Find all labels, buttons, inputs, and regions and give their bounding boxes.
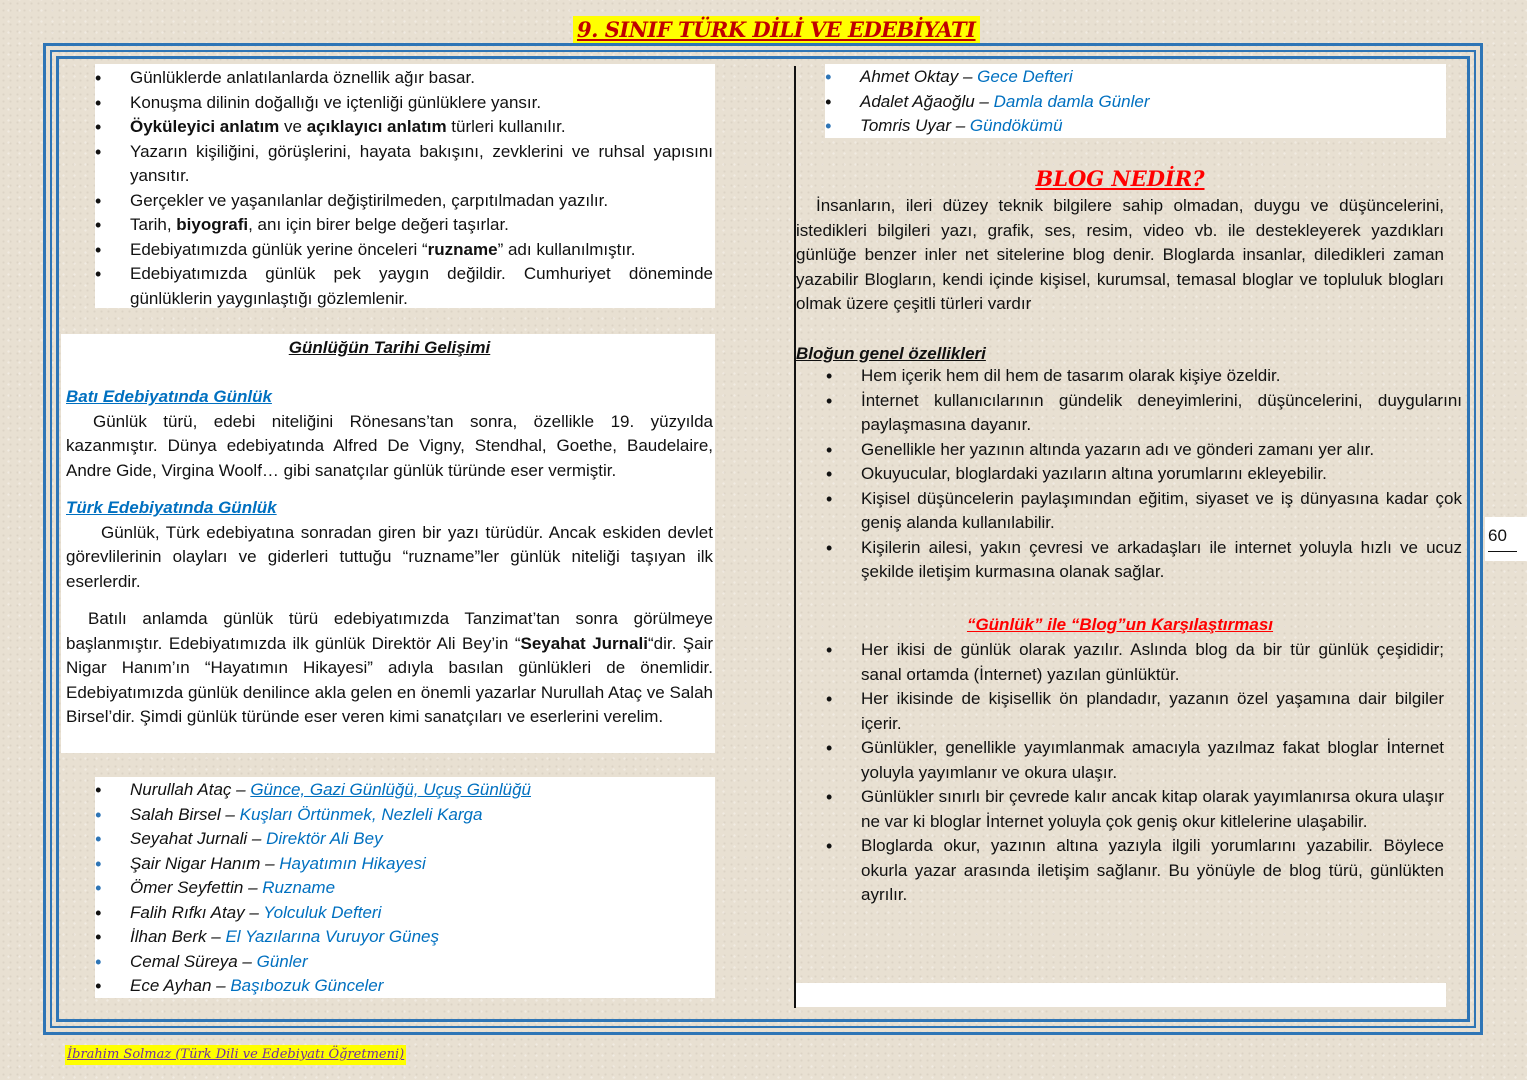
- turkish-literature-title: Türk Edebiyatında Günlük: [66, 498, 277, 517]
- text-fragment: biyografi: [176, 215, 249, 234]
- work-item: [95, 827, 713, 852]
- diary-works-continued-list: [825, 65, 1444, 139]
- text-fragment: “dir. Şair Nigar Hanım’ın “Hayatımın Hikayesi” adıyla basılan günlükleri de önemlidir. Edebiyatımızda günlük denilince akla gelen en önemli yazarlar Nurullah Ataç ve Salah Birsel’dir. Şimdi günlük türünde eser veren kimi sanatçıları ve eserlerini verelim.: [66, 633, 714, 726]
- diary-works-list: [95, 778, 713, 999]
- text-fragment: ve: [279, 117, 307, 136]
- blog-features-title: Bloğun genel özellikleri: [796, 343, 986, 363]
- text-fragment: Gündökümü: [969, 116, 1063, 135]
- text-fragment: , anı için birer belge değeri taşırlar.: [248, 215, 509, 234]
- diary-works-box: [95, 777, 715, 998]
- work-item: [825, 114, 1444, 139]
- text-fragment: Konuşma dilinin doğallığı ve içtenliği günlüklere yansır.: [130, 92, 542, 112]
- text-fragment: Edebiyatımızda günlük pek yaygın değildir. Cumhuriyet döneminde günlüklerin yaygınlaştığı gözlemlenir.: [130, 264, 713, 308]
- blog-feature-item: • Kişilerin ailesi, yakın çevresi ve arkadaşları ile internet yoluyla hızlı ve ucuz şekilde iletişim kurmasına olanak sağlar.: [826, 536, 1462, 585]
- text-fragment: Gerçekler ve yaşanılanlar değiştirilmeden, çarpıtılmadan yazılır.: [130, 190, 609, 210]
- right-bottom-strip: [796, 983, 1446, 1007]
- text-fragment: Ruzname: [262, 878, 336, 897]
- text-fragment: Günlüklerde anlatılanlarda öznellik ağır basar.: [130, 68, 475, 87]
- diary-feature-item: [95, 91, 713, 116]
- text-fragment: açıklayıcı anlatım: [306, 117, 447, 136]
- text-fragment: Batılı anlamda günlük türü edebiyatımızda Tanzimat’tan sonra görülmeye başlanmıştır. Edebiyatımızda ilk günlük Direktör Ali Bey’in “: [66, 609, 713, 653]
- text-fragment: ” adı kullanılmıştır.: [497, 239, 636, 259]
- work-item: [95, 950, 713, 975]
- text-fragment: Öyküleyici anlatım: [130, 117, 280, 136]
- text-fragment: Ece Ayhan –: [130, 976, 231, 995]
- work-item: [95, 803, 713, 828]
- text-fragment: Cemal Süreya –: [130, 951, 257, 971]
- text-fragment: Ahmet Oktay –: [860, 67, 978, 86]
- west-literature-title: Batı Edebiyatında Günlük: [66, 387, 272, 406]
- turkish-literature-text: Günlük, Türk edebiyatına sonradan giren bir yazı türüdür. Ancak eskiden devlet görevlilerinin olayları ve giderleri tuttuğu “ruzname”ler günlük niteliği taşıyan ilk eserlerdir.: [66, 522, 713, 591]
- diary-feature-item: [95, 213, 713, 238]
- blog-features: [826, 364, 1462, 585]
- work-item: [95, 852, 713, 877]
- blog-feature-item: • Kişisel düşüncelerin paylaşımından eğitim, siyaset ve iş dünyasına kadar çok geniş alanda kullanılabilir.: [826, 487, 1462, 536]
- diary-feature-item: [95, 115, 713, 140]
- blog-feature-item: • Hem içerik hem dil hem de tasarım olarak kişiye özeldir.: [826, 364, 1462, 389]
- text-fragment: Falih Rıfkı Atay –: [130, 902, 264, 922]
- footer-author: İbrahim Solmaz (Türk Dili ve Edebiyatı Öğretmeni): [65, 1045, 406, 1065]
- text-fragment: Ömer Seyfettin –: [130, 878, 263, 897]
- text-fragment: Tomris Uyar –: [860, 116, 970, 135]
- diary-feature-item: [95, 262, 713, 311]
- comparison-item: • Her ikisinde de kişisellik ön plandadır, yazanın özel yaşamına dair bilgiler içerir.: [826, 687, 1444, 736]
- text-fragment: Gece Defteri: [977, 67, 1073, 86]
- blog-feature-item: • Genellikle her yazının altında yazarın adı ve gönderi zamanı yer alır.: [826, 438, 1462, 463]
- comparison-item: • Günlükler sınırlı bir çevrede kalır ancak kitap olarak yayımlanırsa okura ulaşır ne var ki bloglar İnternet yoluyla çok geniş okur kitlelerine ulaşabilir.: [826, 785, 1444, 834]
- text-fragment: Günce, Gazi Günlüğü, Uçuş Günlüğü: [250, 780, 531, 799]
- work-item: [825, 65, 1444, 90]
- west-literature-text: Günlük türü, edebi niteliğini Rönesans’tan sonra, özellikle 19. yüzyılda kazanmıştır. Dünya edebiyatında Alfred De Vigny, Stendhal, Goethe, Baudelaire, Andre Gide, Virgina Woolf… gibi sanatçılar günlük türünde eser vermiştir.: [66, 411, 713, 480]
- text-fragment: Hayatımın Hikayesi: [279, 853, 426, 873]
- work-item: [95, 925, 713, 950]
- text-fragment: Nurullah Ataç –: [130, 780, 251, 799]
- blog-definition: İnsanların, ileri düzey teknik bilgilere sahip olmadan, duygu ve düşüncelerini, istedikleri bilgileri yazı, grafik, ses, resim, video vb. ile destekleyerek yazdıkları günlüğe benzer inler net sitelerine blog denir. Bloglarda insanlar, diledikleri zaman yazabilir Blogların, kendi içinde kişisel, kurumsal, temasal bloglar ve topluluk blogları olmak üzere çeşitli türleri vardır: [796, 196, 1444, 313]
- diary-history-box: [61, 334, 715, 753]
- text-fragment: ruzname: [427, 239, 498, 259]
- text-fragment: İlhan Berk –: [130, 927, 226, 946]
- blog-feature-item: • İnternet kullanıcılarının gündelik deneyimlerini, düşüncelerini, duygularını paylaşmasına dayanır.: [826, 389, 1462, 438]
- page-header-title: 9. SINIF TÜRK DİLİ VE EDEBİYATI: [573, 16, 980, 44]
- text-fragment: Şair Nigar Hanım –: [130, 853, 280, 873]
- text-fragment: Damla damla Günler: [993, 91, 1150, 111]
- blog-section: [796, 164, 1444, 366]
- diary-works-continued-box: [825, 64, 1446, 138]
- text-fragment: Kuşları Örtünmek, Nezleli Karga: [239, 804, 483, 824]
- blog-features-list: [826, 364, 1462, 585]
- comparison-item: • Bloglarda okur, yazının altına yazıyla ilgili yorumlarını yazabilir. Böylece okurla yazar arasında iletişim sağlanır. Bu yönüyle de blog türü, günlükten ayrılır.: [826, 834, 1444, 908]
- text-fragment: Günler: [256, 951, 308, 971]
- comparison-list: [826, 638, 1444, 908]
- comparison-title: “Günlük” ile “Blog”un Karşılaştırması: [966, 615, 1274, 634]
- text-fragment: türleri kullanılır.: [446, 117, 566, 136]
- work-item: [95, 778, 713, 803]
- history-title: Günlüğün Tarihi Gelişimi: [288, 338, 491, 357]
- text-fragment: Adalet Ağaoğlu –: [860, 91, 994, 111]
- text-fragment: Direktör Ali Bey: [266, 829, 383, 848]
- comparison-item: • Günlükler, genellikle yayımlanmak amacıyla yazılmaz fakat bloglar İnternet yoluyla yayımlanır ve okura ulaşır.: [826, 736, 1444, 785]
- text-fragment: Edebiyatımızda günlük yerine önceleri “: [130, 239, 428, 259]
- diary-feature-item: [95, 238, 713, 263]
- diary-feature-item: [95, 140, 713, 189]
- diary-features-list: [95, 66, 713, 311]
- text-fragment: El Yazılarına Vuruyor Güneş: [225, 927, 440, 946]
- work-item: [95, 876, 713, 901]
- blog-title: BLOG NEDİR?: [1035, 166, 1205, 191]
- comparison-item: • Her ikisi de günlük olarak yazılır. Aslında blog da bir tür günlük çeşididir; sanal ortamda (İnternet) yazılan günlüktür.: [826, 638, 1444, 687]
- text-fragment: Başıbozuk Günceler: [230, 976, 384, 995]
- text-fragment: Yolculuk Defteri: [263, 902, 382, 922]
- text-fragment: Seyahat Jurnali: [520, 633, 648, 653]
- diary-features-box: [95, 64, 715, 308]
- work-item: [95, 974, 713, 999]
- text-fragment: Salah Birsel –: [130, 804, 240, 824]
- diary-feature-item: [95, 189, 713, 214]
- blog-feature-item: • Okuyucular, bloglardaki yazıların altına yorumlarını ekleyebilir.: [826, 462, 1462, 487]
- diary-feature-item: [95, 66, 713, 91]
- work-item: [825, 90, 1444, 115]
- page-number: 60: [1485, 517, 1527, 561]
- text-fragment: Yazarın kişiliğini, görüşlerini, hayata bakışını, zevklerini ve ruhsal yapısını yansıtır.: [130, 141, 713, 185]
- text-fragment: Seyahat Jurnali –: [130, 829, 267, 848]
- comparison: [826, 638, 1444, 908]
- text-fragment: Tarih,: [130, 215, 177, 234]
- history-paragraph: [66, 607, 713, 730]
- work-item: [95, 901, 713, 926]
